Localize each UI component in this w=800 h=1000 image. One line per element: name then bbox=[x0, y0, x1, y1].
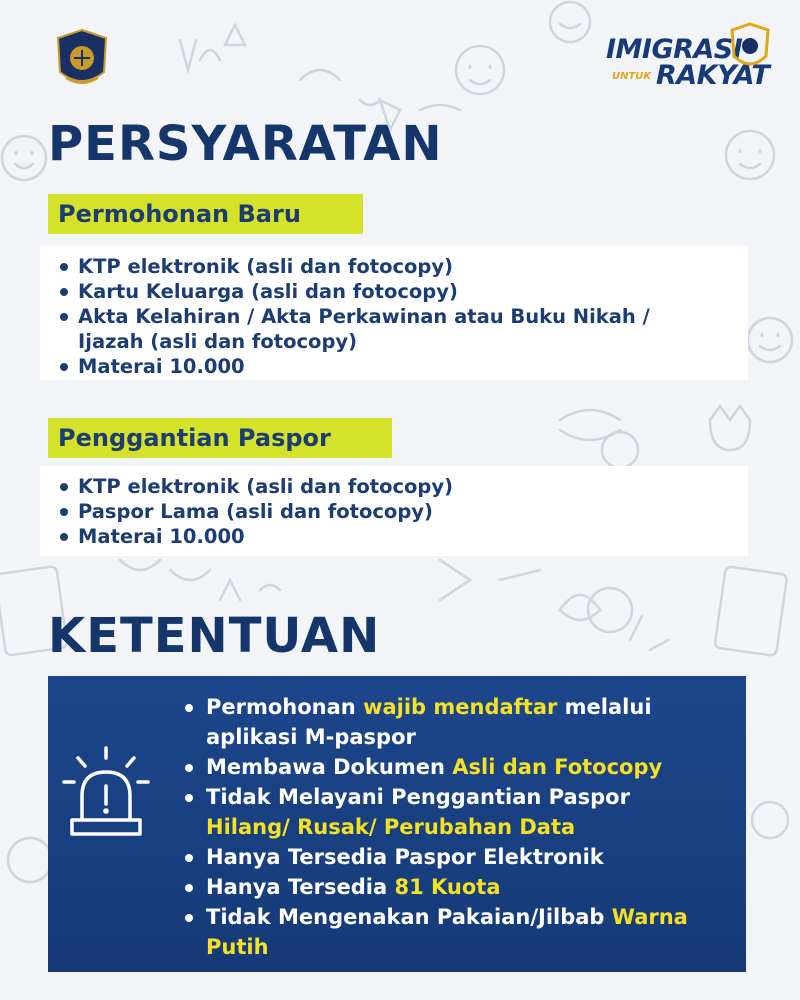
list-item: Materai 10.000 bbox=[58, 524, 748, 549]
list-item: KTP elektronik (asli dan fotocopy) bbox=[58, 254, 748, 279]
rule-item: Hanya Tersedia Paspor Elektronik bbox=[182, 842, 688, 872]
rule-item-continuation: aplikasi M-paspor bbox=[206, 725, 416, 749]
rule-item: Membawa Dokumen Asli dan Fotocopy bbox=[182, 752, 688, 782]
list-item: Materai 10.000 bbox=[58, 354, 748, 379]
brand-line1: IMIGRASI bbox=[606, 34, 743, 65]
brand-logo bbox=[600, 22, 775, 100]
list-item-continuation: Ijazah (asli dan fotocopy) bbox=[78, 330, 358, 353]
rule-item: Permohonan wajib mendaftar melalui bbox=[182, 692, 688, 722]
list-item: Paspor Lama (asli dan fotocopy) bbox=[58, 499, 748, 524]
siren-alert-icon bbox=[56, 744, 156, 844]
list-item: Kartu Keluarga (asli dan fotocopy) bbox=[58, 279, 748, 304]
provisions-list bbox=[182, 692, 688, 962]
rule-item: Hanya Tersedia 81 Kuota bbox=[182, 872, 688, 902]
group-heading-new-application: Permohonan Baru bbox=[48, 194, 363, 234]
rule-item: Tidak Mengenakan Pakaian/Jilbab Warna bbox=[182, 902, 688, 932]
rule-item-continuation: Putih bbox=[206, 935, 269, 959]
brand-small: UNTUK bbox=[612, 71, 652, 82]
brand-line2: RAKYAT bbox=[656, 60, 770, 91]
immigration-emblem-icon bbox=[54, 28, 110, 92]
list-item: Akta Kelahiran / Akta Perkawinan atau Buku Nikah / bbox=[58, 304, 748, 329]
shield-emblem-icon bbox=[728, 22, 772, 74]
group-heading-passport-replacement: Penggantian Paspor bbox=[48, 418, 392, 458]
rule-item-continuation: Hilang/ Rusak/ Perubahan Data bbox=[206, 815, 576, 839]
requirements-list-replacement bbox=[40, 466, 748, 556]
section-title-requirements: PERSYARATAN bbox=[48, 116, 443, 172]
section-title-provisions: KETENTUAN bbox=[48, 608, 381, 664]
rule-item: Tidak Melayani Penggantian Paspor bbox=[182, 782, 688, 812]
requirements-list-new bbox=[40, 246, 748, 380]
list-item: KTP elektronik (asli dan fotocopy) bbox=[58, 474, 748, 499]
